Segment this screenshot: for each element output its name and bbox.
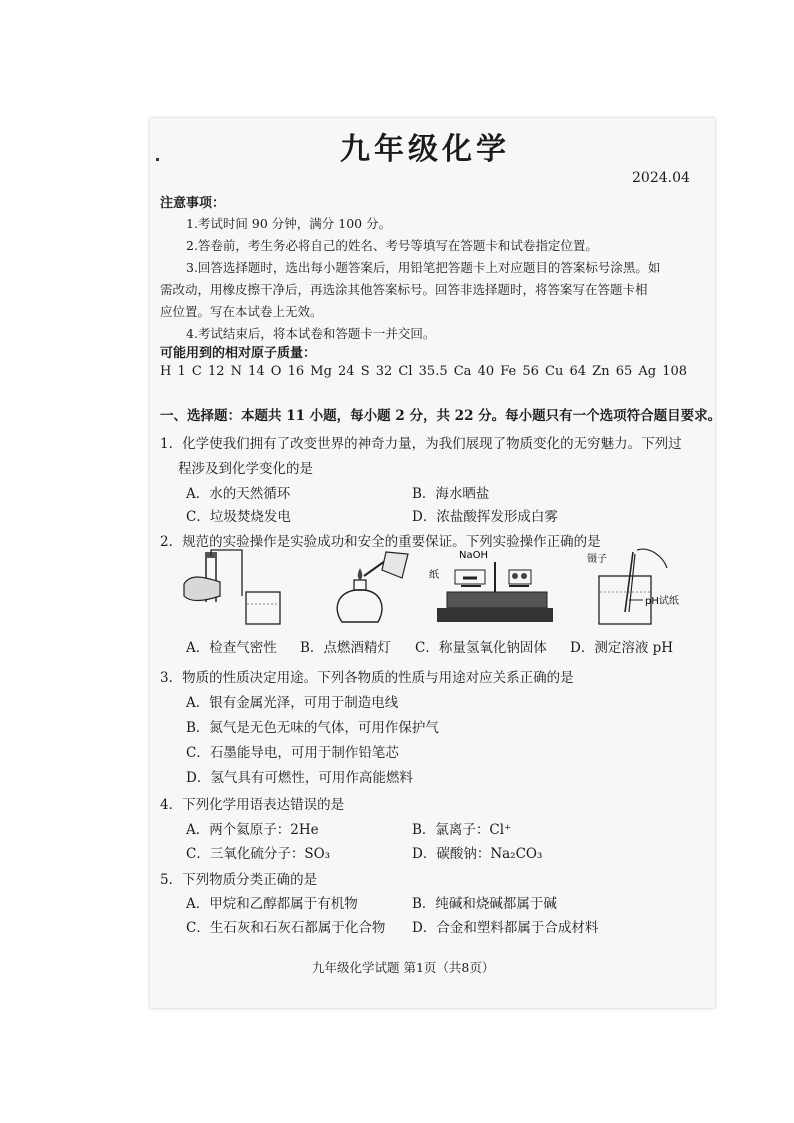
notice-item: 2.答卷前，考生务必将自己的姓名、考号等填写在答题卡和试卷指定位置。: [186, 238, 598, 253]
question-5-option-a: A．甲烷和乙醇都属于有机物: [186, 896, 358, 912]
question-2-stem: 2．规范的实验操作是实验成功和安全的重要保证。下列实验操作正确的是: [160, 534, 601, 550]
notice-item: 需改动，用橡皮擦干净后，再选涂其他答案标号。回答非选择题时，将答案写在答题卡相: [160, 282, 648, 297]
figure-label-ph-paper: pH试纸: [645, 596, 679, 607]
figure-label-paper: 纸: [429, 570, 439, 581]
question-1-option-b: B．海水晒盐: [412, 486, 490, 502]
question-4-stem: 4．下列化学用语表达错误的是: [160, 797, 345, 813]
figure-airtightness-check: [180, 548, 290, 626]
question-1-option-a: A．水的天然循环: [186, 486, 291, 502]
question-4-option-d: D．碳酸钠：Na₂CO₃: [412, 846, 543, 862]
question-3-option-c: C．石墨能导电，可用于制作铅笔芯: [186, 745, 399, 761]
question-3-option-d: D．氢气具有可燃性，可用作高能燃料: [186, 770, 413, 786]
figure-alcohol-lamp: [330, 548, 410, 626]
atomic-mass-line: H 1 C 12 N 14 O 16 Mg 24 S 32 Cl 35.5 Ca 40 Fe 56 Cu 64 Zn 65 Ag 108: [160, 364, 688, 379]
page-title: 九年级化学: [340, 132, 510, 167]
question-1-stem: 1．化学使我们拥有了改变世界的神奇力量，为我们展现了物质变化的无穷魅力。下列过: [160, 436, 682, 452]
question-2-option-a: A．检查气密性: [186, 640, 277, 656]
notice-item: 3.回答选择题时，选出每小题答案后，用铅笔把答题卡上对应题目的答案标号涂黑。如: [186, 260, 661, 275]
question-5-option-b: B．纯碱和烧碱都属于碱: [412, 896, 557, 912]
scan-dot: [156, 158, 159, 161]
section-heading: 一、选择题：本题共 11 小题，每小题 2 分，共 22 分。每小题只有一个选项符合题目要求。: [160, 408, 722, 424]
figure-label-tweezers: 镊子: [587, 554, 607, 565]
question-5-stem: 5．下列物质分类正确的是: [160, 872, 318, 888]
exam-date: 2024.04: [632, 170, 690, 186]
question-3-option-b: B．氮气是无色无味的气体，可用作保护气: [186, 720, 439, 736]
question-2-option-c: C．称量氢氧化钠固体: [415, 640, 547, 656]
question-4-option-c: C．三氧化硫分子：SO₃: [186, 846, 331, 862]
notice-heading: 注意事项：: [160, 196, 226, 211]
question-1-option-c: C．垃圾焚烧发电: [186, 509, 291, 525]
notice-item: 应位置。写在本试卷上无效。: [160, 304, 323, 319]
figure-balance-naoh: [425, 548, 555, 626]
question-1-option-d: D．浓盐酸挥发形成白雾: [412, 509, 558, 525]
notice-item: 1.考试时间 90 分钟，满分 100 分。: [186, 216, 392, 231]
notice-item: 4.考试结束后，将本试卷和答题卡一并交回。: [186, 326, 436, 341]
figure-ph-test: [585, 548, 695, 626]
question-5-option-d: D．合金和塑料都属于合成材料: [412, 920, 599, 936]
question-4-option-b: B．氯离子：Cl⁺: [412, 822, 512, 838]
question-4-option-a: A．两个氦原子：2He: [186, 822, 319, 838]
page-footer: 九年级化学试题 第1页（共8页）: [312, 960, 495, 975]
question-2-option-b: B．点燃酒精灯: [300, 640, 391, 656]
figure-label-naoh: NaOH: [459, 550, 488, 561]
question-3-option-a: A．银有金属光泽，可用于制造电线: [186, 695, 399, 711]
question-1-stem-cont: 程涉及到化学变化的是: [178, 461, 313, 477]
question-5-option-c: C．生石灰和石灰石都属于化合物: [186, 920, 386, 936]
atomic-mass-heading: 可能用到的相对原子质量：: [160, 346, 317, 361]
question-3-stem: 3．物质的性质决定用途。下列各物质的性质与用途对应关系正确的是: [160, 670, 574, 686]
question-2-option-d: D．测定溶液 pH: [570, 640, 674, 656]
